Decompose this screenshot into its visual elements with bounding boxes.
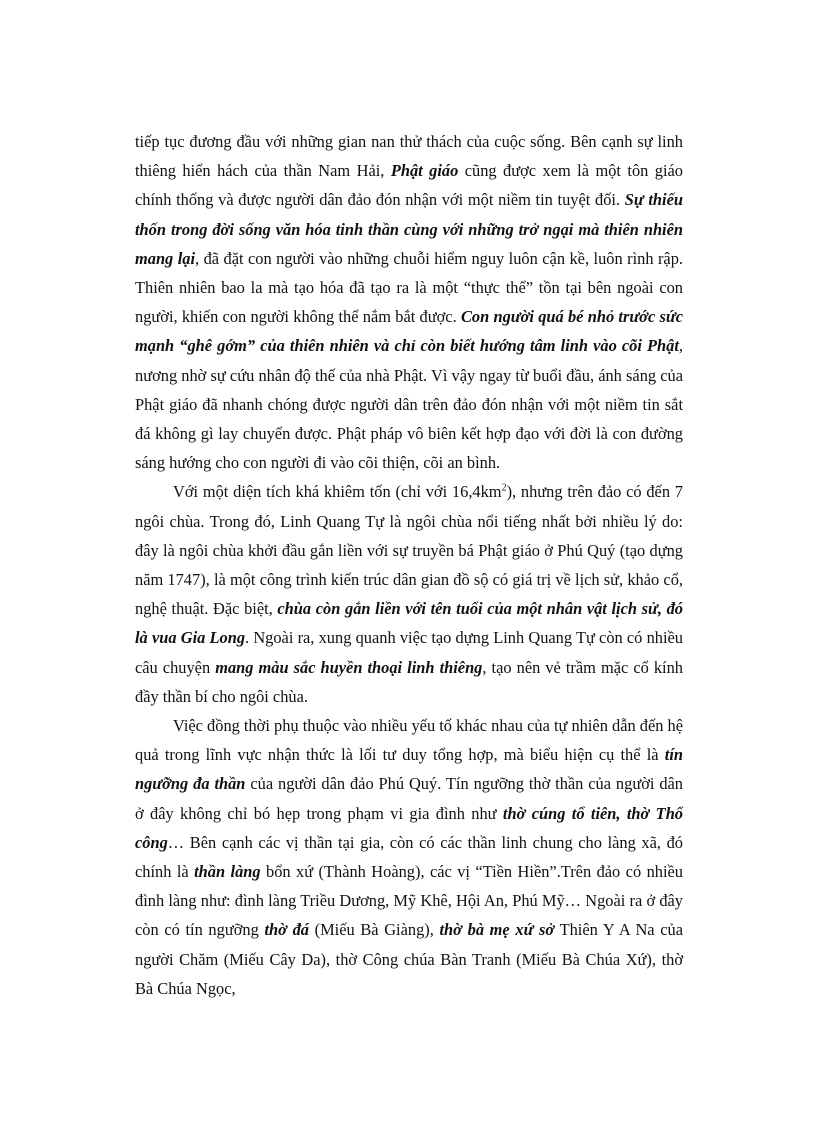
emphasis-text: Sự thiếu thốn trong đời sống văn hóa tinh thần cùng với những trở ngại mà thiên nhiên mang lại xyxy=(135,190,683,268)
body-text: , nương nhờ sự cứu nhân độ thế của nhà Phật. Vì vậy ngay từ buổi đầu, ánh sáng của Phật giáo đã nhanh chóng được người dân trên đảo đón nhận với một niềm tin sắt đá không gì lay chuyển được. Phật pháp vô biên kết hợp đạo với đời là con đường sáng hướng cho con người đi vào cõi thiện, cõi an bình. xyxy=(135,336,683,473)
superscript-text: 2 xyxy=(501,482,507,494)
body-text: … Bên cạnh các vị thần tại gia, còn có các thần linh chung cho làng xã, đó chính là xyxy=(135,832,683,882)
document-page xyxy=(135,127,683,1003)
body-paragraph xyxy=(135,711,683,1003)
emphasis-text: thờ bà mẹ xứ sở xyxy=(439,920,555,940)
body-text: Với một diện tích khá khiêm tốn (chỉ với 16,4km xyxy=(173,482,502,502)
body-text: ), nhưng trên đảo có đến 7 ngôi chùa. Trong đó, Linh Quang Tự là ngôi chùa nổi tiếng nhất bởi nhiều lý do: đây là ngôi chùa khởi đầu gắn liền với sự truyền bá Phật giáo ở Phú Quý (tạo dựng năm 1747), là một công trình kiến trúc dân gian đồ sộ có giá trị về lịch sử, khảo cổ, nghệ thuật. Đặc biệt, xyxy=(135,482,683,619)
emphasis-text: Con người quá bé nhỏ trước sức mạnh “ghê gớm” của thiên nhiên và chỉ còn biết hướng tâm linh vào cõi Phật xyxy=(135,307,683,356)
body-text: tiếp tục đương đầu với những gian nan thử thách của cuộc sống. Bên cạnh sự linh thiêng hiển hách của thần Nam Hải, xyxy=(135,132,683,181)
emphasis-text: thờ cúng tổ tiên, thờ Thổ công xyxy=(135,803,683,852)
body-paragraph xyxy=(135,477,683,711)
body-text: , tạo nên vẻ trầm mặc cổ kính đầy thần bí cho ngôi chùa. xyxy=(135,657,684,706)
emphasis-text: mang màu sắc huyền thoại linh thiêng xyxy=(215,657,483,677)
emphasis-text: thần làng xyxy=(194,862,261,882)
emphasis-text: thờ đá xyxy=(264,920,309,940)
emphasis-text: chùa còn gắn liền với tên tuổi của một nhân vật lịch sử, đó là vua Gia Long xyxy=(135,599,683,648)
body-text: (Miếu Bà Giàng), xyxy=(308,920,440,940)
body-text: cũng được xem là một tôn giáo chính thống và được người dân đảo đón nhận với một niềm tin tuyệt đối. xyxy=(135,161,683,210)
emphasis-text: tín ngưỡng đa thần xyxy=(135,745,683,794)
body-text: Việc đồng thời phụ thuộc vào nhiều yếu tố khác nhau của tự nhiên dẫn đến hệ quả trong lĩnh vực nhận thức là lối tư duy tổng hợp, mà biểu hiện cụ thể là xyxy=(135,716,683,765)
body-paragraph xyxy=(135,127,683,477)
body-text: Thiên Y A Na của người Chăm (Miếu Cây Da), thờ Công chúa Bàn Tranh (Miếu Bà Chúa Xứ), thờ Bà Chúa Ngọc, xyxy=(135,920,683,998)
emphasis-text: Phật giáo xyxy=(390,161,459,181)
body-text: . Ngoài ra, xung quanh việc tạo dựng Linh Quang Tự còn có nhiều câu chuyện xyxy=(135,628,683,677)
body-text: của người dân đảo Phú Quý. Tín ngưỡng thờ thần của người dân ở đây không chỉ bó hẹp trong phạm vi gia đình như xyxy=(135,774,683,823)
body-text: bổn xứ (Thành Hoàng), các vị “Tiền Hiền”.Trên đảo có nhiều đình làng như: đình làng Triều Dương, Mỹ Khê, Hội An, Phú Mỹ… Ngoài ra ở đây còn có tín ngưỡng xyxy=(135,862,683,940)
body-text: , đã đặt con người vào những chuỗi hiểm nguy luôn cận kề, luôn rình rập. Thiên nhiên bao la mà tạo hóa đã tạo ra là một “thực thể” tồn tại bên ngoài con người, khiến con người không thể nắm bắt được. xyxy=(135,248,684,327)
